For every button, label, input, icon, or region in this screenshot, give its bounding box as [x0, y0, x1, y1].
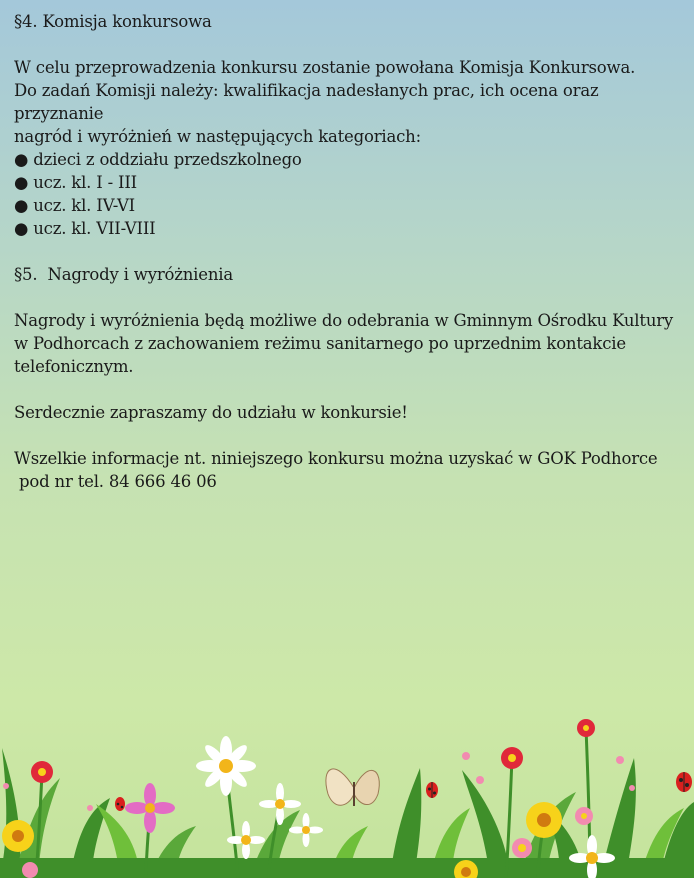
spacer [14, 33, 682, 56]
red-flower-icon [31, 761, 53, 783]
yellow-flower-icon [526, 802, 562, 838]
ladybug-icon [115, 797, 125, 811]
section5-heading: §5. Nagrody i wyróżnienia [14, 265, 233, 284]
spacer [14, 240, 682, 263]
section4-duties-line: nagród i wyróżnień w następujących kategoriach: [14, 127, 421, 146]
regulations-document [14, 10, 682, 493]
section4-intro: W celu przeprowadzenia konkursu zostanie powołana Komisja Konkursowa. [14, 58, 636, 77]
pink-flower-icon [125, 783, 175, 833]
pink-flower-icon [575, 807, 593, 825]
pink-flower-icon [512, 838, 532, 858]
flower-buds [3, 752, 635, 811]
spacer [14, 378, 682, 401]
ladybug-icon [676, 772, 692, 792]
spacer [14, 286, 682, 309]
red-flower-icon [577, 719, 595, 737]
flower-meadow-illustration [0, 708, 694, 878]
butterfly-icon [326, 769, 379, 806]
category-item: ● dzieci z oddziału przedszkolnego [14, 148, 682, 171]
contact-phone-line: pod nr tel. 84 666 46 06 [14, 472, 217, 491]
section5-body-line: Nagrody i wyróżnienia będą możliwe do odebrania w Gminnym Ośrodku Kultury [14, 311, 674, 330]
section5-body-line: telefonicznym. [14, 357, 134, 376]
pink-flower-icon [22, 862, 38, 878]
ladybug-icon [426, 782, 438, 798]
section5-body-line: w Podhorcach z zachowaniem reżimu sanitarnego po uprzednim kontakcie [14, 334, 626, 353]
category-item: ● ucz. kl. I - III [14, 171, 682, 194]
red-flower-icon [501, 747, 523, 769]
invitation-text: Serdecznie zapraszamy do udziału w konkursie! [14, 403, 408, 422]
category-item: ● ucz. kl. IV-VI [14, 194, 682, 217]
yellow-flower-icon [2, 820, 34, 852]
daisy-icon [196, 736, 256, 796]
section4-heading: §4. Komisja konkursowa [14, 12, 212, 31]
section4-duties-line: Do zadań Komisji należy: kwalifikacja nadesłanych prac, ich ocena oraz przyznanie [14, 81, 599, 123]
spacer [14, 424, 682, 447]
contact-line: Wszelkie informacje nt. niniejszego konkursu można uzyskać w GOK Podhorce [14, 449, 658, 468]
category-item: ● ucz. kl. VII-VIII [14, 217, 682, 240]
